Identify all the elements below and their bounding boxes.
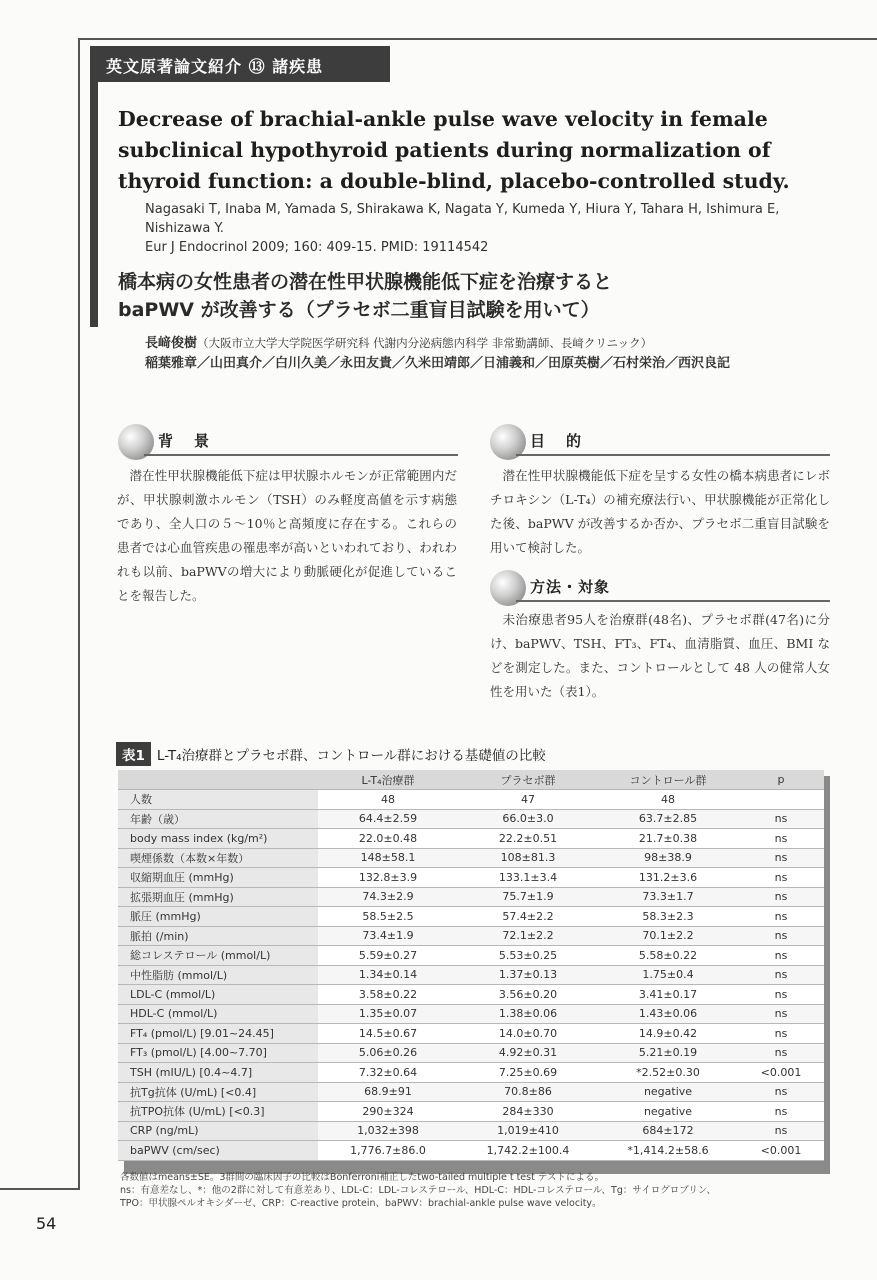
table-row-label: LDL-C (mmol/L) <box>118 985 318 1005</box>
table-column-header: コントロール群 <box>598 770 738 790</box>
table-row <box>118 829 824 849</box>
table-row <box>118 887 824 907</box>
table-cell-value: 57.4±2.2 <box>458 907 598 927</box>
page-frame-top <box>78 38 877 40</box>
table-cell-value: 133.1±3.4 <box>458 868 598 888</box>
table-notes <box>120 1171 840 1210</box>
table-row-label: FT₄ (pmol/L) [9.01~24.45] <box>118 1024 318 1044</box>
article-title-en: Decrease of brachial-ankle pulse wave velocity in female subclinical hypothyroid patients during normalization of thyroid function: a double-blind, placebo-controlled study. <box>118 107 790 193</box>
coauthors-jp: 稲葉雅章／山田真介／白川久美／永田友貴／久米田靖郎／日浦義和／田原英樹／石村栄治／西沢良記 <box>145 356 731 371</box>
table-cell-value: 70.1±2.2 <box>598 926 738 946</box>
table-cell-p-value: ns <box>738 1043 824 1063</box>
table-row-label: FT₃ (pmol/L) [4.00~7.70] <box>118 1043 318 1063</box>
table-cell-value: 22.2±0.51 <box>458 829 598 849</box>
table-cell-value: 47 <box>458 790 598 810</box>
table-cell-value: 98±38.9 <box>598 848 738 868</box>
table-cell-value: 7.32±0.64 <box>318 1063 458 1083</box>
article-title-jp <box>118 268 838 324</box>
table-cell-p-value: ns <box>738 1024 824 1044</box>
table-cell-value: 1.43±0.06 <box>598 1004 738 1024</box>
table-cell-value: 1,742.2±100.4 <box>458 1141 598 1161</box>
table-note-line: 各数値はmeans±SE。3群間の臨床因子の比較はBonferroni補正したtwo-tailed multiple t test テストによる。 <box>120 1172 604 1183</box>
table-cell-value: 58.3±2.3 <box>598 907 738 927</box>
table-cell-value: 132.8±3.9 <box>318 868 458 888</box>
table-body <box>118 790 824 1161</box>
table-tag: 表1 <box>116 742 151 766</box>
article-title-jp-line2: baPWV が改善する（プラセボ二重盲目試験を用いて） <box>118 299 600 321</box>
page-frame-bottom <box>0 1188 80 1190</box>
page-frame-left <box>78 38 80 1188</box>
methods-text: 未治療患者95人を治療群(48名)、プラセボ群(47名)に分け、baPWV、TSH、FT₃、FT₄、血清脂質、血圧、BMI などを測定した。また、コントロールとして 48 人の健常人女性を用いた（表1）。 <box>490 612 830 699</box>
section-heading-rule <box>144 454 458 456</box>
table-row <box>118 1063 824 1083</box>
table-cell-p-value: <0.001 <box>738 1141 824 1161</box>
table-cell-value: 63.7±2.85 <box>598 809 738 829</box>
table-column-header: p <box>738 770 824 790</box>
table-cell-value: negative <box>598 1082 738 1102</box>
table-row <box>118 1102 824 1122</box>
table-cell-value: 284±330 <box>458 1102 598 1122</box>
table-cell-p-value: ns <box>738 1121 824 1141</box>
table-row <box>118 1004 824 1024</box>
section-banner: 英文原著論文紹介 ⑬ 諸疾患 <box>90 46 390 82</box>
table-cell-value: 72.1±2.2 <box>458 926 598 946</box>
table-cell-value: 5.59±0.27 <box>318 946 458 966</box>
background-text: 潜在性甲状腺機能低下症は甲状腺ホルモンが正常範囲内だが、甲状腺刺激ホルモン（TSH）のみ軽度高値を示す病態であり、全人口の５～10％と高頻度に存在する。これらの患者では心血管疾患の罹患率が高いといわれており、われわれも以前、baPWVの増大により動脈硬化が促進していることを報告した。 <box>117 468 457 603</box>
table-row <box>118 1121 824 1141</box>
table-row-label: CRP (ng/mL) <box>118 1121 318 1141</box>
table-cell-value: 14.0±0.70 <box>458 1024 598 1044</box>
table-cell-p-value: ns <box>738 1082 824 1102</box>
baseline-table-wrapper <box>118 770 824 1168</box>
table-column-header: プラセボ群 <box>458 770 598 790</box>
table-cell-value: *1,414.2±58.6 <box>598 1141 738 1161</box>
table-header-row <box>118 770 824 790</box>
table-row-label: 喫煙係数（本数×年数） <box>118 848 318 868</box>
table-cell-p-value: ns <box>738 887 824 907</box>
table-row-label: TSH (mIU/L) [0.4~4.7] <box>118 1063 318 1083</box>
table-cell-value: 73.3±1.7 <box>598 887 738 907</box>
table-cell-value: 3.58±0.22 <box>318 985 458 1005</box>
table-cell-value: 1.34±0.14 <box>318 965 458 985</box>
section-heading-background <box>118 424 458 464</box>
table-cell-value: 1,776.7±86.0 <box>318 1141 458 1161</box>
table-cell-value: 5.21±0.19 <box>598 1043 738 1063</box>
table-cell-value: 66.0±3.0 <box>458 809 598 829</box>
table-row <box>118 1082 824 1102</box>
table-cell-value: *2.52±0.30 <box>598 1063 738 1083</box>
table-note-line: TPO：甲状腺ペルオキシダーゼ、CRP：C-reactive protein、baPWV：brachial-ankle pulse wave velocity。 <box>120 1198 602 1209</box>
authors-en: Nagasaki T, Inaba M, Yamada S, Shirakawa K, Nagata Y, Kumeda Y, Hiura Y, Tahara H, Ishimura E, Nishizawa Y. <box>145 202 780 236</box>
table-cell-value: 1.75±0.4 <box>598 965 738 985</box>
table-row-label: 脈圧 (mmHg) <box>118 907 318 927</box>
table-cell-value: 5.53±0.25 <box>458 946 598 966</box>
table-row <box>118 790 824 810</box>
table-cell-value: 684±172 <box>598 1121 738 1141</box>
table-caption <box>116 742 546 764</box>
section-heading-rule <box>516 454 830 456</box>
table-cell-value: negative <box>598 1102 738 1122</box>
table-cell-p-value: ns <box>738 1004 824 1024</box>
table-row <box>118 965 824 985</box>
table-row <box>118 868 824 888</box>
table-cell-value: 108±81.3 <box>458 848 598 868</box>
authors-jp-block <box>145 333 825 374</box>
table-row-label: baPWV (cm/sec) <box>118 1141 318 1161</box>
table-cell-value: 4.92±0.31 <box>458 1043 598 1063</box>
table-row-label: 脈拍 (/min) <box>118 926 318 946</box>
table-row-label: HDL-C (mmol/L) <box>118 1004 318 1024</box>
table-cell-value: 1.37±0.13 <box>458 965 598 985</box>
table-cell-value: 1,032±398 <box>318 1121 458 1141</box>
table-cell-value: 48 <box>598 790 738 810</box>
table-column-header <box>118 770 318 790</box>
table-row-label: body mass index (kg/m²) <box>118 829 318 849</box>
table-cell-value: 74.3±2.9 <box>318 887 458 907</box>
table-cell-p-value: ns <box>738 965 824 985</box>
table-cell-value: 48 <box>318 790 458 810</box>
table-row-label: 年齢（歳） <box>118 809 318 829</box>
table-cell-value: 68.9±91 <box>318 1082 458 1102</box>
page-number: 54 <box>36 1214 57 1233</box>
table-cell-p-value <box>738 790 824 810</box>
table-row <box>118 907 824 927</box>
table-cell-value: 3.56±0.20 <box>458 985 598 1005</box>
section-heading-label: 背 景 <box>158 432 213 450</box>
table-row-label: 拡張期血圧 (mmHg) <box>118 887 318 907</box>
table-cell-value: 1.38±0.06 <box>458 1004 598 1024</box>
table-row-label: 総コレステロール (mmol/L) <box>118 946 318 966</box>
table-row-label: 抗Tg抗体 (U/mL) [<0.4] <box>118 1082 318 1102</box>
table-row <box>118 1024 824 1044</box>
table-row <box>118 809 824 829</box>
table-cell-value: 64.4±2.59 <box>318 809 458 829</box>
table-row-label: 収縮期血圧 (mmHg) <box>118 868 318 888</box>
table-cell-value: 14.9±0.42 <box>598 1024 738 1044</box>
table-cell-value: 5.06±0.26 <box>318 1043 458 1063</box>
table-cell-p-value: <0.001 <box>738 1063 824 1083</box>
table-cell-p-value: ns <box>738 868 824 888</box>
table-row <box>118 1043 824 1063</box>
article-title-jp-line1: 橋本病の女性患者の潜在性甲状腺機能低下症を治療すると <box>118 271 613 293</box>
table-cell-value: 290±324 <box>318 1102 458 1122</box>
section-heading-methods <box>490 570 830 610</box>
section-heading-label: 目 的 <box>530 432 585 450</box>
author-jp-affiliation: （大阪市立大学大学院医学研究科 代謝内分泌病態内科学 非常勤講師、長﨑クリニック） <box>197 336 653 350</box>
author-jp-main: 長﨑俊樹 <box>145 336 198 351</box>
table-caption-text: L-T₄治療群とプラセボ群、コントロール群における基礎値の比較 <box>156 748 546 764</box>
table-cell-value: 70.8±86 <box>458 1082 598 1102</box>
section-heading-label: 方法・対象 <box>530 578 611 596</box>
title-accent-bar <box>90 82 98 327</box>
table-cell-value: 58.5±2.5 <box>318 907 458 927</box>
table-cell-p-value: ns <box>738 926 824 946</box>
table-row <box>118 985 824 1005</box>
section-heading-objective <box>490 424 830 464</box>
table-cell-p-value: ns <box>738 809 824 829</box>
table-row <box>118 1141 824 1161</box>
table-cell-value: 1,019±410 <box>458 1121 598 1141</box>
table-cell-value: 131.2±3.6 <box>598 868 738 888</box>
table-row <box>118 946 824 966</box>
table-note-line: ns：有意差なし、*：他の2群に対して有意差あり、LDL-C：LDL-コレステロール、HDL-C：HDL-コレステロール、Tg：サイログロブリン、 <box>120 1185 717 1196</box>
table-cell-value: 75.7±1.9 <box>458 887 598 907</box>
table-cell-value: 5.58±0.22 <box>598 946 738 966</box>
table-cell-value: 73.4±1.9 <box>318 926 458 946</box>
table-cell-p-value: ns <box>738 946 824 966</box>
table-cell-p-value: ns <box>738 1102 824 1122</box>
table-cell-value: 21.7±0.38 <box>598 829 738 849</box>
objective-text: 潜在性甲状腺機能低下症を呈する女性の橋本病患者にレボチロキシン（L-T₄）の補充療法行い、甲状腺機能が正常化した後、baPWV が改善するか否か、プラセボ二重盲目試験を用いて検討した。 <box>490 468 830 555</box>
table-cell-value: 22.0±0.48 <box>318 829 458 849</box>
baseline-table <box>118 770 824 1161</box>
table-cell-value: 3.41±0.17 <box>598 985 738 1005</box>
table-cell-p-value: ns <box>738 829 824 849</box>
table-row-label: 人数 <box>118 790 318 810</box>
table-cell-p-value: ns <box>738 907 824 927</box>
table-cell-value: 1.35±0.07 <box>318 1004 458 1024</box>
table-cell-value: 14.5±0.67 <box>318 1024 458 1044</box>
table-row-label: 中性脂肪 (mmol/L) <box>118 965 318 985</box>
section-heading-rule <box>516 600 830 602</box>
table-row-label: 抗TPO抗体 (U/mL) [<0.3] <box>118 1102 318 1122</box>
citation: Eur J Endocrinol 2009; 160: 409-15. PMID: 19114542 <box>145 240 489 255</box>
table-cell-p-value: ns <box>738 848 824 868</box>
table-cell-value: 7.25±0.69 <box>458 1063 598 1083</box>
authors-en-block <box>145 200 825 257</box>
table-cell-p-value: ns <box>738 985 824 1005</box>
table-column-header: L-T₄治療群 <box>318 770 458 790</box>
table-row <box>118 848 824 868</box>
table-cell-value: 148±58.1 <box>318 848 458 868</box>
table-row <box>118 926 824 946</box>
